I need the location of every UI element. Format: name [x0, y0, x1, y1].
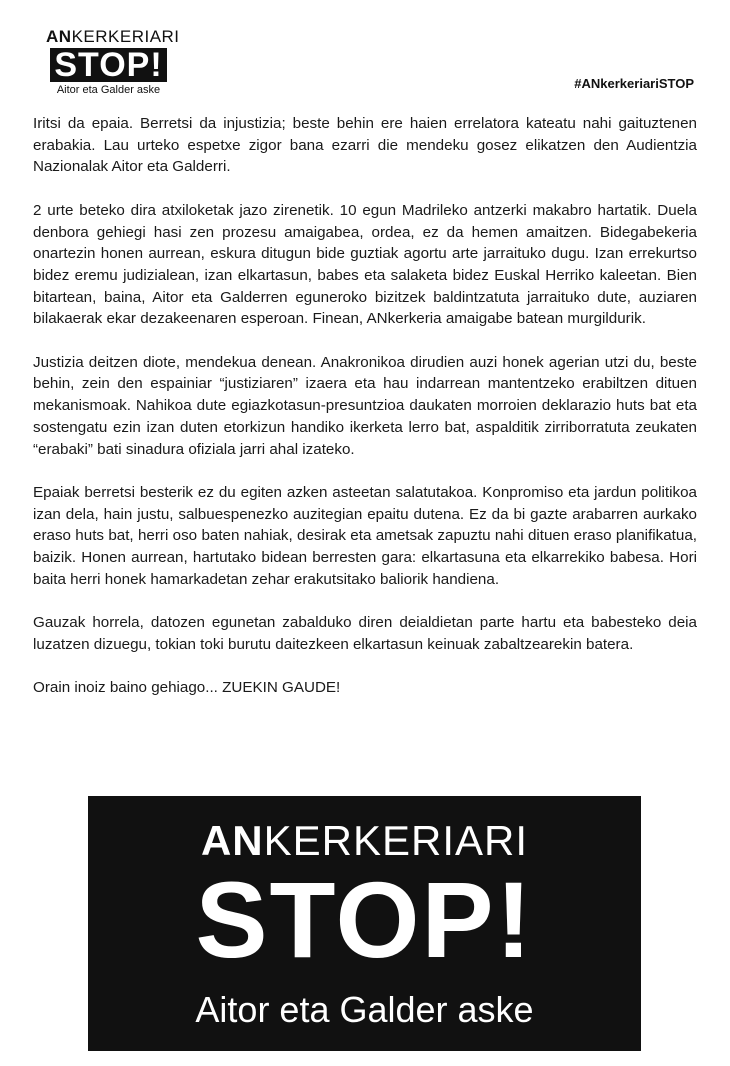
- logo-line-3: Aitor eta Galder aske: [56, 84, 161, 96]
- closing-line: Orain inoiz baino gehiago... ZUEKIN GAUDE!: [33, 679, 341, 697]
- paragraph: Gauzak horrela, datozen egunetan zabalduko diren deialdietan parte hartu eta babesteko deia luzatzen dizuegu, tokian toki burutu daitezkeen elkartasun keinuak zabaltzearekin batera.: [33, 614, 697, 653]
- logo-line-1: ANKERKERIARI: [46, 27, 180, 46]
- banner-line-1: ANKERKERIARI: [200, 817, 529, 864]
- campaign-logo: [46, 27, 180, 100]
- paragraph: Iritsi da epaia. Berretsi da injustizia; beste behin ere haien errelatora kateatu nahi gaituztenen erabakia. Lau urteko espetxe zigor bana ezarri die mendeku gosez elikatzen den Audientzia Nazionalak Aitor eta Galderri.: [33, 115, 697, 176]
- statement-body: [33, 113, 697, 721]
- logo-line-2: STOP!: [50, 48, 167, 82]
- banner-line-3: Aitor eta Galder aske: [195, 989, 534, 1030]
- banner-line-2: STOP!: [195, 859, 534, 980]
- paragraph: Justizia deitzen diote, mendekua denean. Anakronikoa dirudien auzi honek agerian utzi du, beste behin, zein den espainiar “justiziaren” izaera eta hau indarrean mantentzeko erabiltzen dituen mekanismoak. Nahikoa dute egiazkotasun-presuntzioa daukaten morroien deklarazio huts bat eta sostengatu ezin izan duten etorkizun handiko ikerketa lerro bat, aspalditik zirriborratuta zeukaten “erabaki” bati sinadura ofiziala jarri ahal izateko.: [33, 353, 697, 458]
- paragraph: Epaiak berretsi besterik ez du egiten azken asteetan salatutakoa. Konpromiso eta jardun politikoa izan dela, hain justu, salbuespenezko auzitegian epaitu dutena. Ez da bi gazte arabarren aurkako eraso huts bat, herri oso baten nahiak, desirak eta ametsak zapuztu nahi dituen eraso planifikatua, baizik. Honen aurrean, hartutako bidean berresten gara: elkartasuna eta elkarrekiko babesa. Hori baita herri honek hamarkadetan zehar erakutsitako baliorik handiena.: [33, 483, 697, 588]
- header: [0, 0, 730, 110]
- campaign-banner: [88, 796, 641, 1051]
- hashtag: #ANkerkeriariSTOP: [574, 76, 694, 91]
- paragraph: 2 urte beteko dira atxiloketak jazo zirenetik. 10 egun Madrileko antzerki makabro hartatik. Duela denbora gehiegi hasi zen prozesu amaigabea, ordea, ez da hemen amaitzen. Bidegabekeria onartezin honen aurrean, eskura ditugun bide guztiak agortu arte jarraituko dugu. Izan errekurtso bidez eremu judizialean, izan elkartasun, babes eta salaketa bidez Euskal Herriko kaleetan. Bien bitartean, baina, Aitor eta Galderren eguneroko bizitzek baldintzatuta jarraituko dute, auziaren bilakaerak ekar dezakeenaren esperoan. Finean, ANkerkeria amaigabe batean murgildurik.: [33, 201, 697, 328]
